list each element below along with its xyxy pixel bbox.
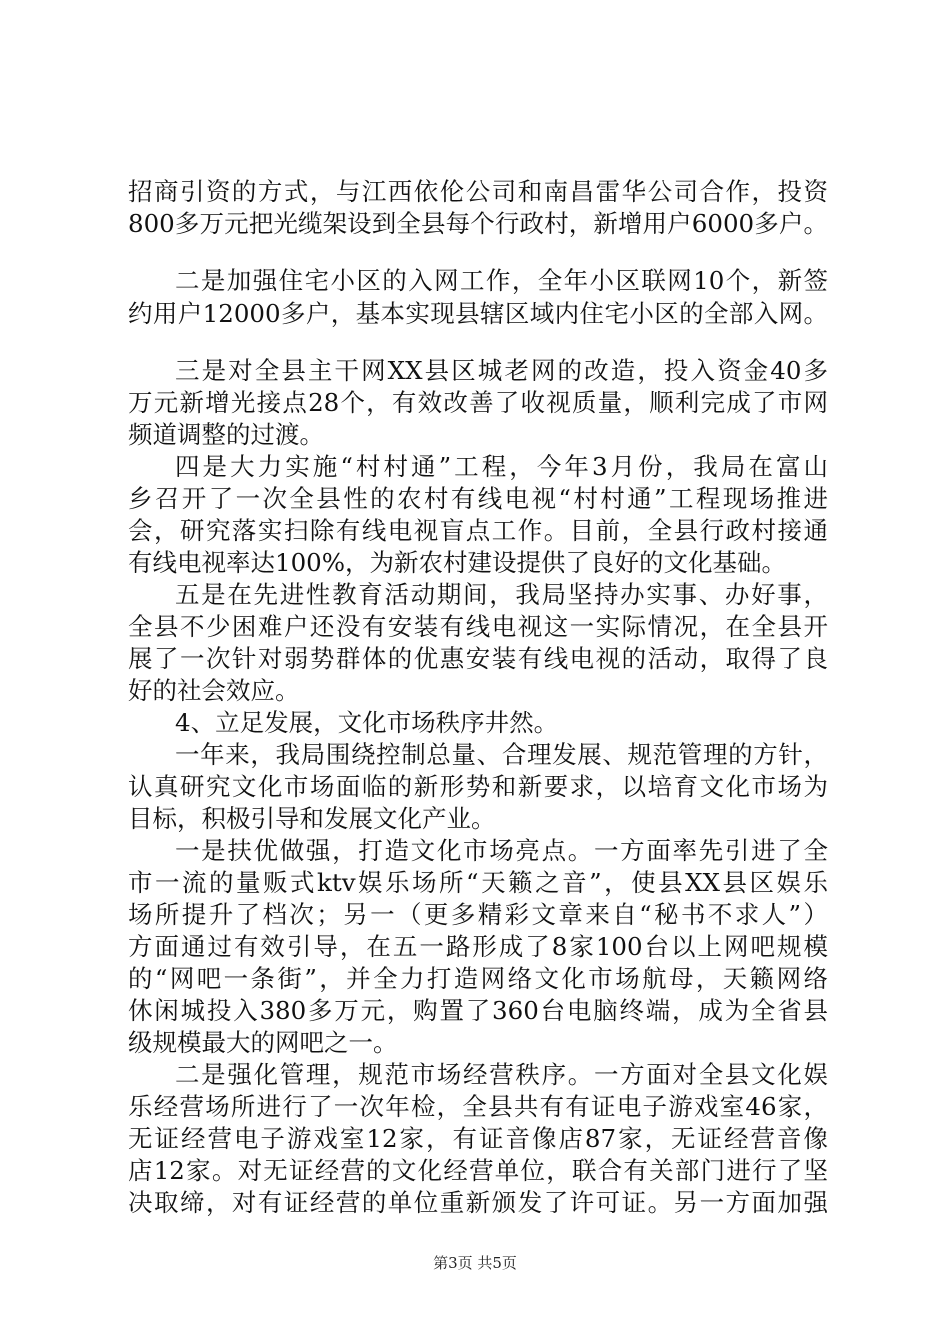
body-text-line: 店12家。对无证经营的文化经营单位，联合有关部门进行了坚 <box>128 1156 828 1185</box>
body-text-line: 场所提升了档次；另一（更多精彩文章来自“秘书不求人”） <box>128 900 828 929</box>
body-text-line: 乡召开了一次全县性的农村有线电视“村村通”工程现场推进 <box>128 484 828 513</box>
body-text-line: 五是在先进性教育活动期间，我局坚持办实事、办好事， <box>175 580 828 609</box>
body-text-line: 市一流的量贩式ktv娱乐场所“天籁之音”，使县XX县区娱乐 <box>128 868 828 897</box>
body-text-line: 三是对全县主干网XX县区城老网的改造，投入资金40多 <box>175 356 828 385</box>
body-text-line: 目标，积极引导和发展文化产业。 <box>128 804 496 833</box>
body-text-line: 的“网吧一条街”，并全力打造网络文化市场航母，天籁网络 <box>128 964 828 993</box>
body-text-line: 二是加强住宅小区的入网工作，全年小区联网10个，新签 <box>175 266 828 295</box>
body-text-line: 四是大力实施“村村通”工程，今年3月份，我局在富山 <box>175 452 828 481</box>
body-text-line: 好的社会效应。 <box>128 676 300 705</box>
body-text-line: 二是强化管理，规范市场经营秩序。一方面对全县文化娱 <box>175 1060 828 1089</box>
body-text-line: 休闲城投入380多万元，购置了360台电脑终端，成为全省县 <box>128 996 828 1025</box>
body-text-line: 全县不少困难户还没有安装有线电视这一实际情况，在全县开 <box>128 612 828 641</box>
body-text-line: 万元新增光接点28个，有效改善了收视质量，顺利完成了市网 <box>128 388 828 417</box>
body-text-line: 认真研究文化市场面临的新形势和新要求，以培育文化市场为 <box>128 772 828 801</box>
body-text-line: 乐经营场所进行了一次年检，全县共有有证电子游戏室46家， <box>128 1092 828 1121</box>
body-text-line: 800多万元把光缆架设到全县每个行政村，新增用户6000多户。 <box>128 209 828 238</box>
body-text-line: 频道调整的过渡。 <box>128 420 324 449</box>
body-text-line: 会，研究落实扫除有线电视盲点工作。目前，全县行政村接通 <box>128 516 828 545</box>
body-text-line: 展了一次针对弱势群体的优惠安装有线电视的活动，取得了良 <box>128 644 828 673</box>
page-number-footer: 第3页 共5页 <box>433 1254 517 1272</box>
body-text-line: 无证经营电子游戏室12家，有证音像店87家，无证经营音像 <box>128 1124 828 1153</box>
section-heading: 4、立足发展，文化市场秩序井然。 <box>175 708 559 737</box>
body-text-line: 一年来，我局围绕控制总量、合理发展、规范管理的方针， <box>175 740 828 769</box>
body-text-line: 招商引资的方式，与江西依伦公司和南昌雷华公司合作，投资 <box>128 177 828 206</box>
body-text-line: 约用户12000多户，基本实现县辖区域内住宅小区的全部入网。 <box>128 299 828 328</box>
body-text-line: 决取缔，对有证经营的单位重新颁发了许可证。另一方面加强 <box>128 1188 828 1217</box>
body-text-line: 方面通过有效引导，在五一路形成了8家100台以上网吧规模 <box>128 932 828 961</box>
body-text-line: 级规模最大的网吧之一。 <box>128 1028 398 1057</box>
body-text-line: 一是扶优做强，打造文化市场亮点。一方面率先引进了全 <box>175 836 828 865</box>
body-text-line: 有线电视率达100%，为新农村建设提供了良好的文化基础。 <box>128 548 787 577</box>
